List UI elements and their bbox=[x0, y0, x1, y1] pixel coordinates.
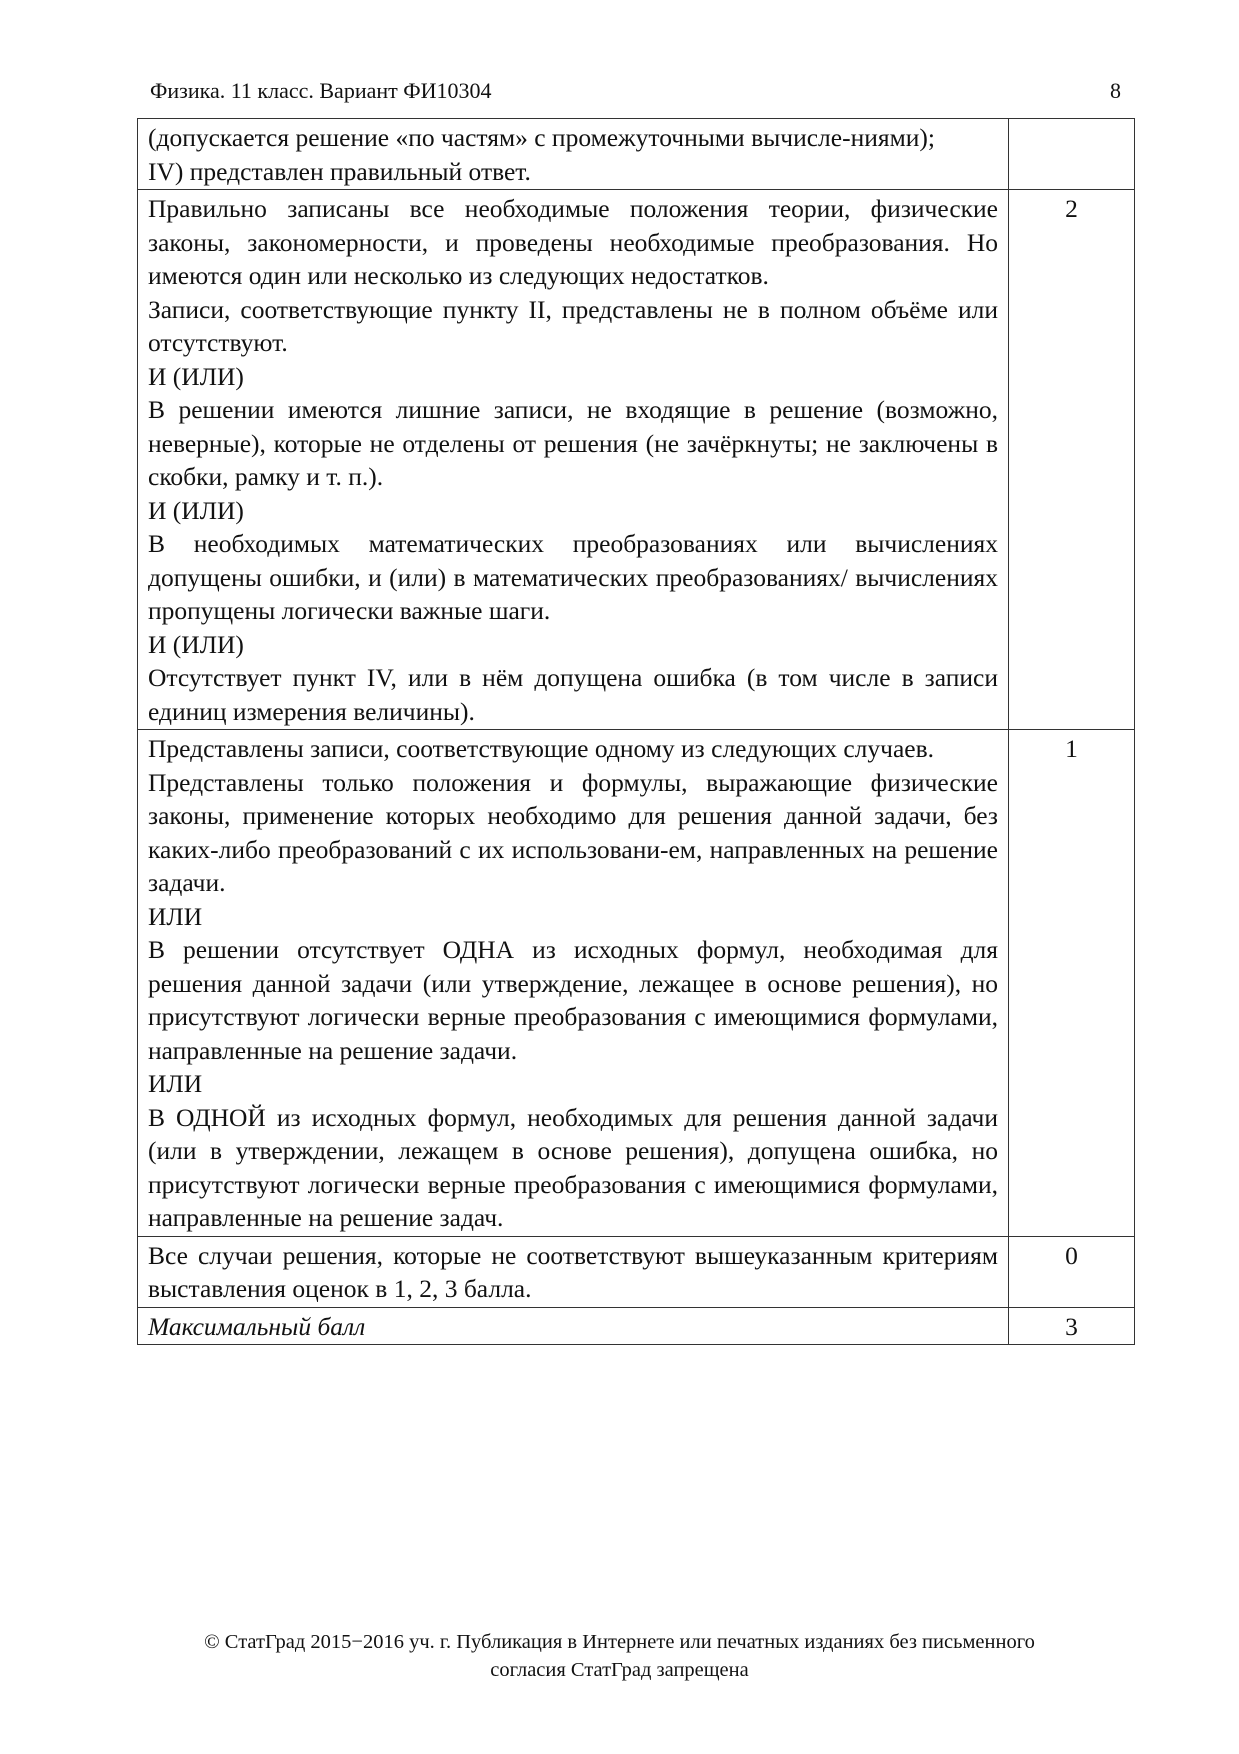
criteria-line: И (ИЛИ) bbox=[148, 495, 244, 525]
criteria-line: И (ИЛИ) bbox=[148, 361, 244, 391]
total-row bbox=[138, 1307, 1135, 1345]
max-score-label: Максимальный балл bbox=[138, 1307, 1009, 1345]
criteria-line: В решении отсутствует ОДНА из исходных формул, необходимая для решения данной задачи (или утверждение, лежащее в основе решения), но присутствуют логически верные преобразования с имеющимися формулами, направленные на решение задачи. bbox=[148, 935, 998, 1065]
criteria-line: ИЛИ bbox=[148, 1069, 203, 1098]
criteria-description bbox=[138, 190, 1009, 730]
max-score-value: 3 bbox=[1009, 1307, 1135, 1345]
criteria-line: Представлены записи, соответствующие одному из следующих случаев. bbox=[148, 734, 935, 763]
criteria-line: IV) представлен правильный ответ. bbox=[148, 156, 531, 186]
criteria-score bbox=[1009, 119, 1135, 190]
criteria-line: Представлены только положения и формулы, выражающие физические законы, применение которых необходимо для решения данной задачи, без каких-либо преобразований с их использовани-ем, направленных на решение задачи. bbox=[148, 767, 998, 897]
criteria-line: ИЛИ bbox=[148, 901, 203, 931]
copyright-line-1: © СтатГрад 2015−2016 уч. г. Публикация в Интернете или печатных изданиях без письменного bbox=[204, 1631, 1035, 1653]
criteria-line: В ОДНОЙ из исходных формул, необходимых для решения данной задачи (или в утверждении, лежащем в основе решения), допущена ошибка, но присутствуют логически верные преобразования с имеющимися формулами, направленные на решение задач. bbox=[148, 1102, 998, 1232]
criteria-row bbox=[138, 190, 1135, 730]
criteria-line: (допускается решение «по частям» с промежуточными вычисле-ниями); bbox=[148, 123, 935, 152]
criteria-row bbox=[138, 119, 1135, 190]
criteria-line: Правильно записаны все необходимые положения теории, физические законы, закономерности, и проведены необходимые преобразования. Но имеются один или несколько из следующих недостатков. bbox=[148, 194, 998, 290]
criteria-description bbox=[138, 730, 1009, 1237]
criteria-line: Все случаи решения, которые не соответствуют вышеуказанным критериям выставления оценок в 1, 2, 3 балла. bbox=[148, 1240, 998, 1303]
page-header bbox=[150, 78, 1121, 104]
criteria-description bbox=[138, 119, 1009, 190]
criteria-score: 1 bbox=[1009, 730, 1135, 1237]
criteria-line: И (ИЛИ) bbox=[148, 629, 244, 659]
page-footer bbox=[0, 1628, 1239, 1684]
criteria-line: Записи, соответствующие пункту II, представлены не в полном объёме или отсутствуют. bbox=[148, 294, 998, 357]
grading-criteria-table bbox=[137, 118, 1135, 1345]
criteria-score: 2 bbox=[1009, 190, 1135, 730]
criteria-line: В необходимых математических преобразованиях или вычислениях допущены ошибки, и (или) в математических преобразованиях/ вычислениях пропущены логически важные шаги. bbox=[148, 529, 998, 625]
criteria-description bbox=[138, 1236, 1009, 1307]
criteria-row bbox=[138, 730, 1135, 1237]
criteria-line: В решении имеются лишние записи, не входящие в решение (возможно, неверные), которые не отделены от решения (не зачёркнуты; не заключены в скобки, рамку и т. п.). bbox=[148, 395, 998, 491]
criteria-row bbox=[138, 1236, 1135, 1307]
criteria-score: 0 bbox=[1009, 1236, 1135, 1307]
header-title: Физика. 11 класс. Вариант ФИ10304 bbox=[150, 78, 492, 103]
copyright-line-2: согласия СтатГрад запрещена bbox=[490, 1659, 749, 1681]
page-number: 8 bbox=[1110, 78, 1121, 103]
criteria-line: Отсутствует пункт IV, или в нём допущена ошибка (в том числе в записи единиц измерения величины). bbox=[148, 663, 998, 726]
